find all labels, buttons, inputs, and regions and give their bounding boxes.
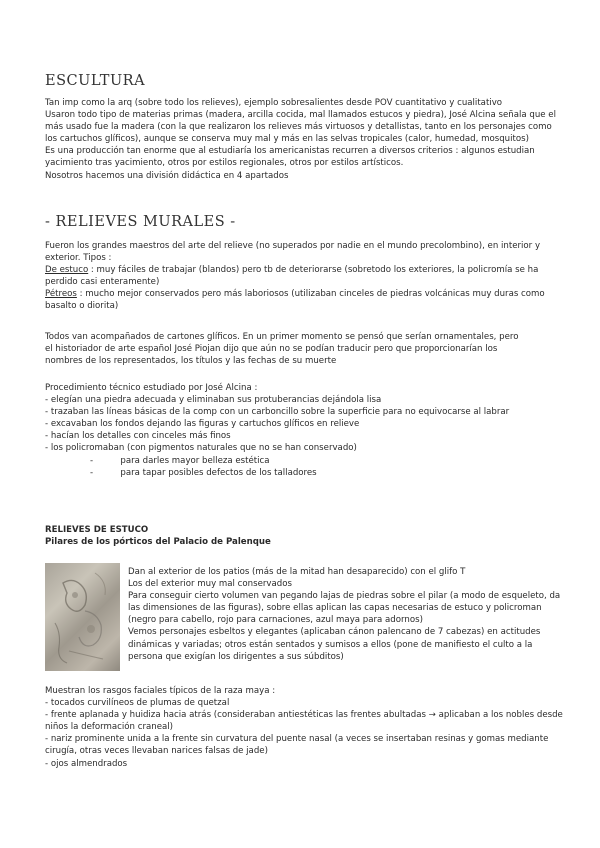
list-item: - elegían una piedra adecuada y eliminaban sus protuberancias dejándola lisa <box>45 395 382 406</box>
section-title-relieves-murales: - RELIEVES MURALES - <box>45 214 236 230</box>
cartouche-paragraph <box>45 331 563 367</box>
paragraph: Vemos personajes esbeltos y elegantes (aplicaban cánon palencano de 7 cabezas) en actitudes dinámicas y variadas; otros están sentados y sumisos a ellos (pone de manifiesto el culto a la persona que exigían los dirigentes a sus súbditos) <box>128 627 541 662</box>
section-subtitle-palenque: Pilares de los pórticos del Palacio de Palenque <box>45 537 271 548</box>
list-item: - hacían los detalles con cinceles más finos <box>45 431 231 442</box>
traits-list <box>45 685 563 770</box>
list-item: - tocados curvilíneos de plumas de quetzal <box>45 698 230 709</box>
sub-list-item: - para tapar posibles defectos de los talladores <box>90 467 317 478</box>
procedure-title: Procedimiento técnico estudiado por José Alcina : <box>45 383 258 393</box>
section-title-escultura: ESCULTURA <box>45 73 146 89</box>
list-item: - excavaban los fondos dejando las figuras y cartuchos glíficos en relieve <box>45 419 360 430</box>
type-text: : mucho mejor conservados pero más laboriosos (utilizaban cinceles de piedras volcánicas muy duras como basalto o diorita) <box>45 289 545 312</box>
type-text: : muy fáciles de trabajar (blandos) pero tb de deteriorarse (sobretodo los exteriores, la policromía se ha perdido casi enteramente) <box>45 265 539 288</box>
traits-title: Muestran los rasgos faciales típicos de la raza maya : <box>45 686 276 696</box>
type-petreos <box>45 288 563 312</box>
sub-list-item: - para darles mayor belleza estética <box>90 455 270 466</box>
paragraph-line: Todos van acompañados de cartones glíficos. En un primer momento se pensó que serían ornamentales, pero <box>45 332 519 342</box>
procedure-list <box>45 382 563 479</box>
escultura-body <box>45 97 563 182</box>
paragraph: Los del exterior muy mal conservados <box>128 579 292 590</box>
relief-texture-image <box>45 563 120 671</box>
list-item: - frente aplanada y huidiza hacia atrás (consideraban antiestéticas las frentes abultadas → aplicaban a los nobles desde niños la deformación craneal) <box>45 710 563 733</box>
paragraph: Fueron los grandes maestros del arte del relieve (no superados por nadie en el mundo precolombino), en interior y exterior. Tipos : <box>45 241 541 264</box>
paragraph: Usaron todo tipo de materias primas (madera, arcilla cocida, mal llamados estucos y piedra), José Alcina señala que el más usado fue la madera (con la que realizaron los relieves más virtuosos y detallistas, tanto en los personajes como los cartuchos glíficos), aunque se conserva muy mal y más en las selvas tropicales (calor, humedad, mosquitos) <box>45 110 556 145</box>
list-item: - trazaban las líneas básicas de la comp con un carboncillo sobre la superficie para no equivocarse al labrar <box>45 407 510 418</box>
paragraph: Dan al exterior de los patios (más de la mitad han desaparecido) con el glifo T <box>128 567 466 577</box>
paragraph: Nosotros hacemos una división didáctica en 4 apartados <box>45 170 289 181</box>
estuco-heading <box>45 524 563 548</box>
relieves-types <box>45 240 563 313</box>
type-estuco <box>45 264 563 288</box>
section-title-relieves-estuco: RELIEVES DE ESTUCO <box>45 525 149 535</box>
paragraph: Para conseguir cierto volumen van pegando lajas de piedras sobre el pilar (a modo de esqueleto, da las dimensiones de las figuras), sobre ellas aplican las capas necesarias de estuco y policroman (negro para cabello, rojo para carnaciones, azul maya para adornos) <box>128 591 561 626</box>
list-item: - ojos almendrados <box>45 758 128 769</box>
palenque-relief-photo <box>45 563 120 671</box>
list-item: - los policromaban (con pigmentos naturales que no se han conservado) <box>45 443 357 454</box>
palenque-description <box>128 566 563 663</box>
paragraph: Tan imp como la arq (sobre todo los relieves), ejemplo sobresalientes desde POV cuantitativo y cualitativo <box>45 98 503 108</box>
paragraph-line: nombres de los representados, los títulos y las fechas de su muerte <box>45 356 337 367</box>
paragraph: Es una producción tan enorme que al estudiaría los americanistas recurren a diversos criterios : algunos estudian yacimiento tras yacimiento, otros por estilos regionales, otros por estilos artísticos. <box>45 146 535 169</box>
type-label: De estuco <box>45 265 89 276</box>
type-label: Pétreos <box>45 289 77 300</box>
paragraph-line: el historiador de arte español José Piojan dijo que aún no se podían traducir pero que proporcionarían los <box>45 344 498 355</box>
list-item: - nariz prominente unida a la frente sin curvatura del puente nasal (a veces se insertaban resinas y gomas mediante cirugía, otras veces llevaban narices falsas de jade) <box>45 734 549 757</box>
